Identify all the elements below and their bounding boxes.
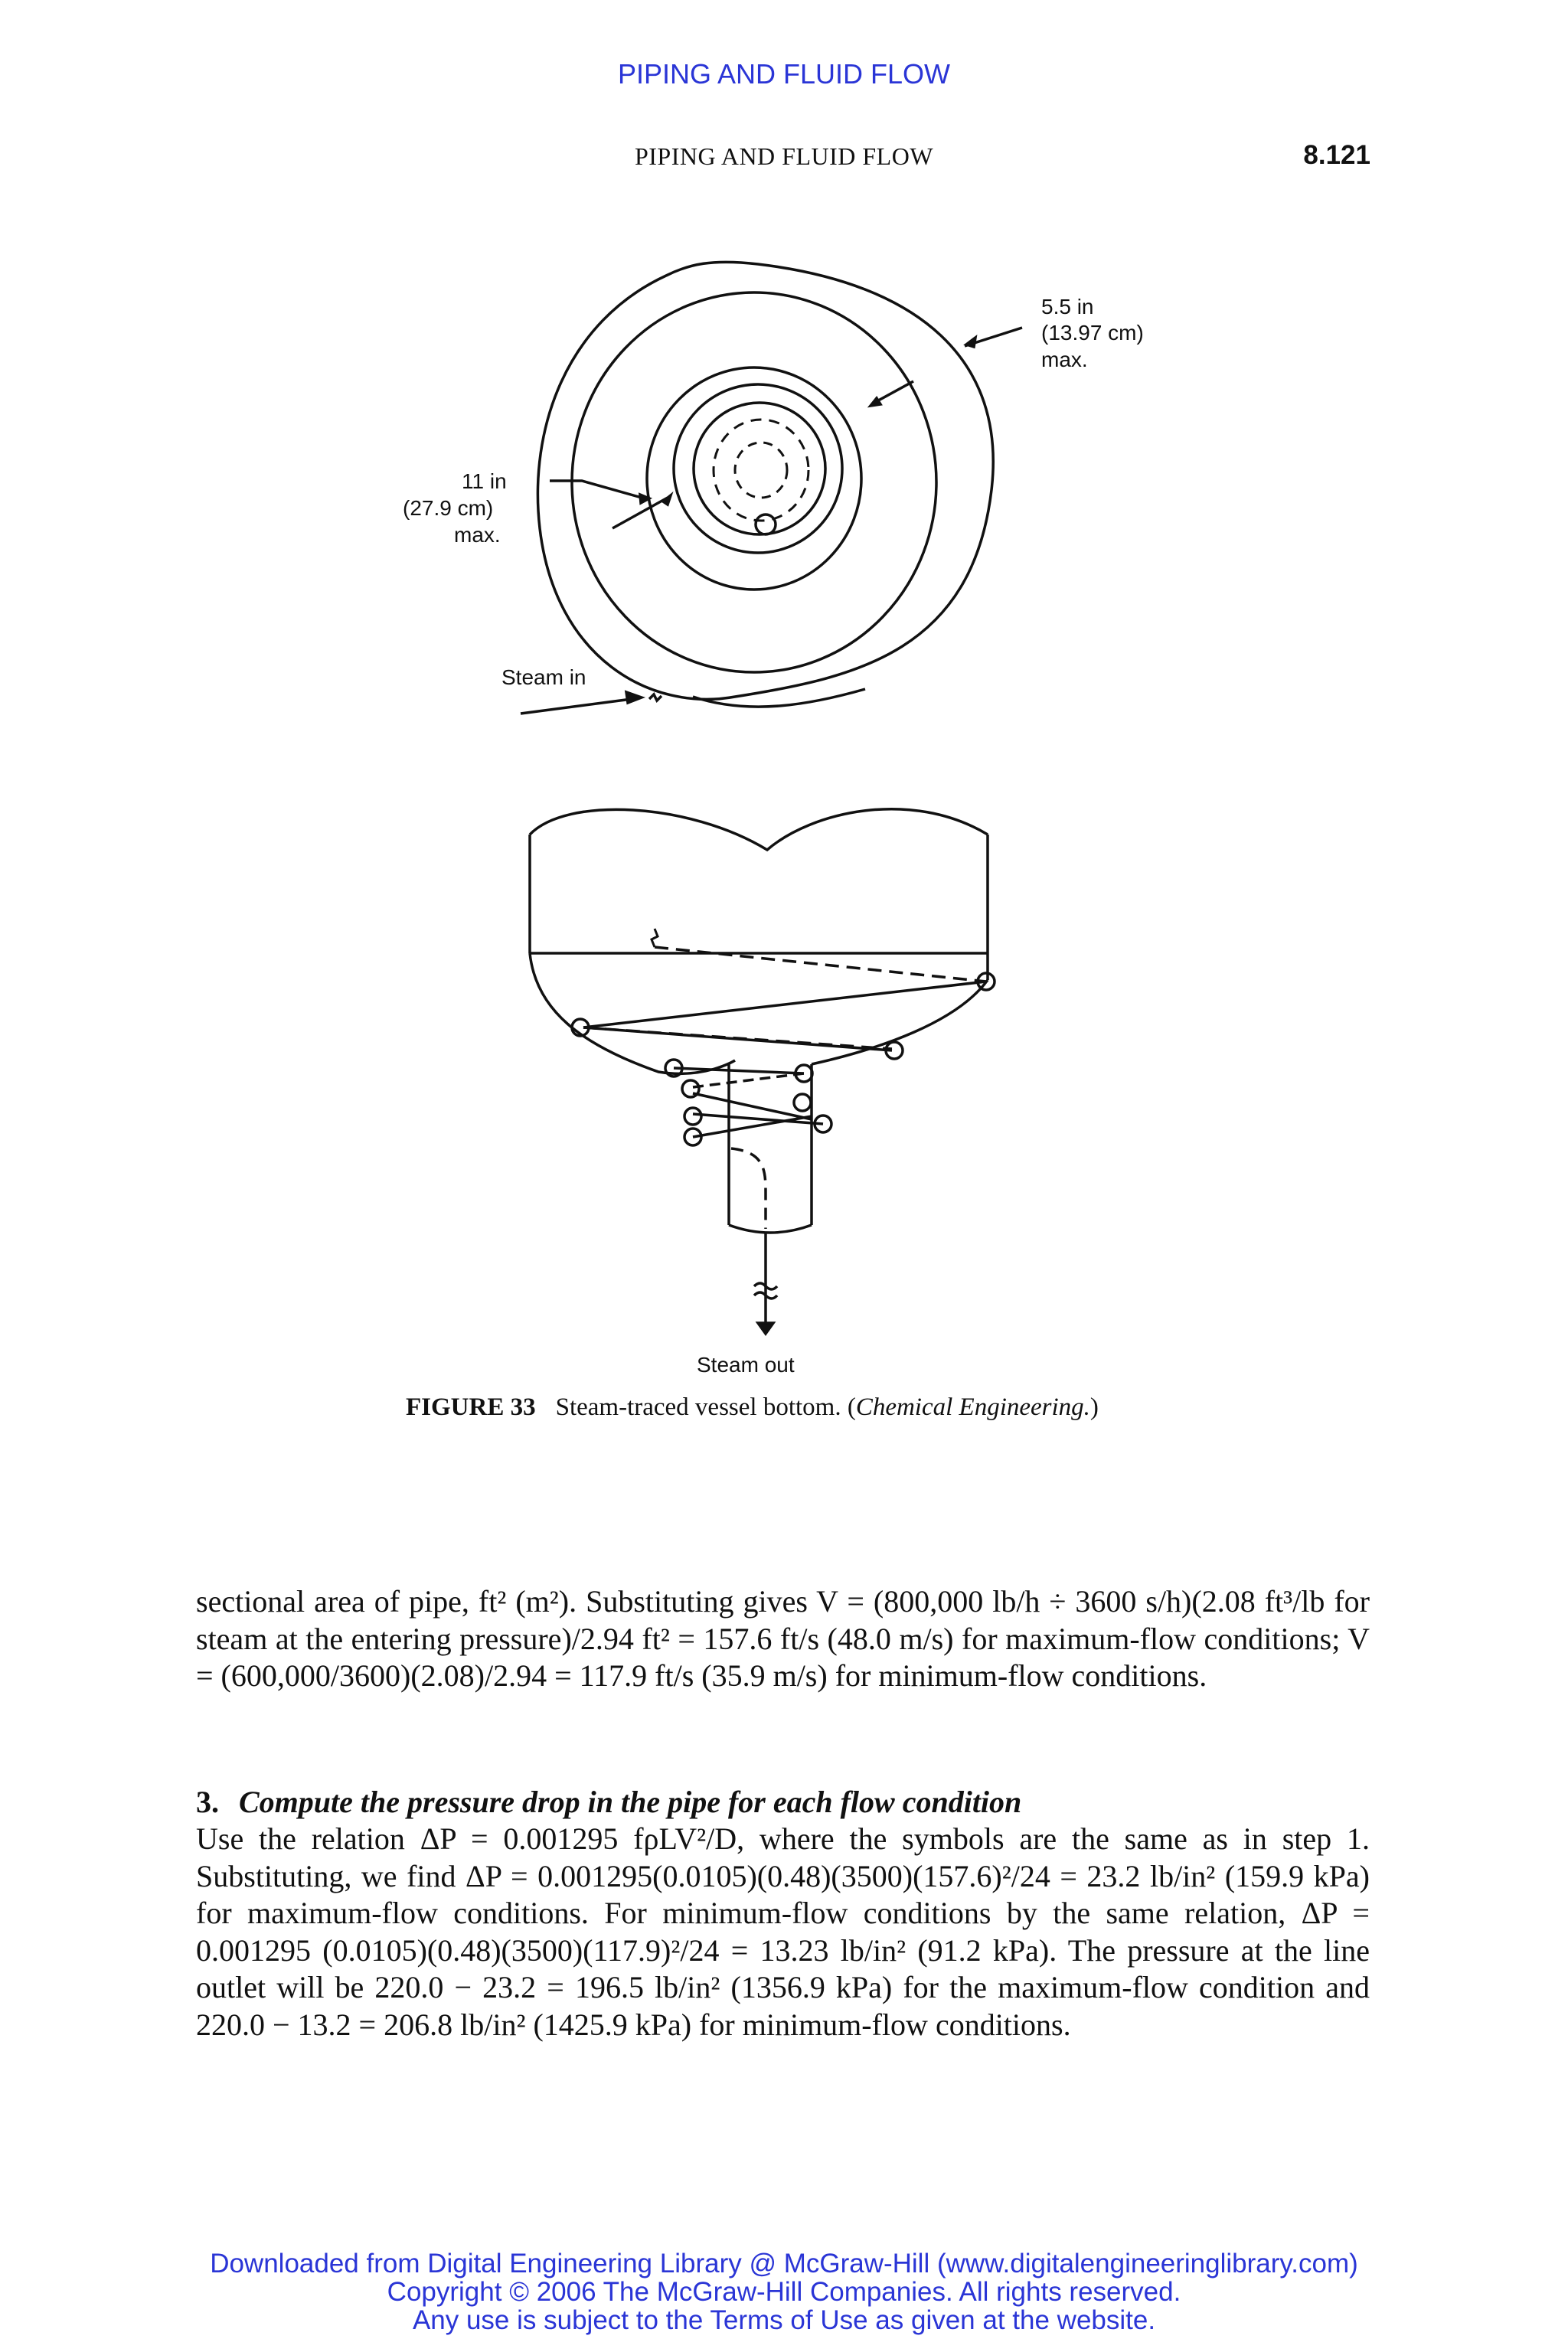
label-steam-in: Steam in [501, 665, 586, 689]
top-header-link[interactable]: PIPING AND FLUID FLOW [617, 58, 951, 90]
label-max-inner: max. [454, 523, 501, 547]
label-max-outer: max. [1041, 348, 1088, 371]
figure-caption [406, 1390, 1156, 1424]
caption-close: ) [1089, 1393, 1099, 1421]
label-11-in: 11 in [462, 469, 507, 493]
vessel-side-view [530, 809, 995, 1334]
label-27-9-cm: (27.9 cm) [403, 496, 494, 520]
step-number: 3. [196, 1785, 219, 1819]
spiral-top-view [521, 262, 1022, 714]
footer-download-link[interactable]: Downloaded from Digital Engineering Library @ McGraw-Hill (www.digitalengineeringlibrary.com) [210, 2249, 1358, 2278]
footer-copyright: Copyright © 2006 The McGraw-Hill Companies. All rights reserved. [387, 2277, 1181, 2307]
label-13-97-cm: (13.97 cm) [1041, 321, 1144, 345]
caption-source: Chemical Engineering. [855, 1393, 1090, 1421]
page-number: 8.121 [1303, 140, 1370, 170]
label-steam-out: Steam out [697, 1353, 795, 1377]
footer-notice [0, 2249, 1568, 2334]
figure-number: FIGURE 33 [406, 1393, 536, 1421]
caption-text: Steam-traced vessel bottom. ( [555, 1393, 856, 1421]
step-title: Compute the pressure drop in the pipe for each flow condition [239, 1785, 1022, 1819]
running-head: PIPING AND FLUID FLOW [634, 142, 934, 170]
paragraph-pressure-drop: Use the relation ΔP = 0.001295 fρLV²/D, where the symbols are the same as in step 1. Substituting, we find ΔP = 0.001295(0.0105)(0.48)(3500)(157.6)²/24 = 23.2 lb/in² (159.9 kPa) for maximum-flow conditions. For minimum-flow conditions by the same relation, ΔP = 0.001295 (0.0105)(0.48)(3500)(117.9)²/24 = 13.23 lb/in² (91.2 kPa). The pressure at the line outlet will be 220.0 − 23.2 = 196.5 lb/in² (1356.9 kPa) for the maximum-flow condition and 220.0 − 13.2 = 206.8 lb/in² (1425.9 kPa) for minimum-flow conditions. [196, 1821, 1370, 2042]
step-3-heading [196, 1784, 1370, 1821]
paragraph-velocity: sectional area of pipe, ft² (m²). Substituting gives V = (800,000 lb/h ÷ 3600 s/h)(2.08 ft³/lb for steam at the entering pressure)/2.94 ft² = 157.6 ft/s (48.0 m/s) for maximum-flow conditions; V = (600,000/3600)(2.08)/2.94 = 117.9 ft/s (35.9 m/s) for minimum-flow conditions. [196, 1584, 1370, 1693]
label-5-5-in: 5.5 in [1041, 295, 1094, 318]
footer-terms: Any use is subject to the Terms of Use as given at the website. [412, 2305, 1156, 2335]
